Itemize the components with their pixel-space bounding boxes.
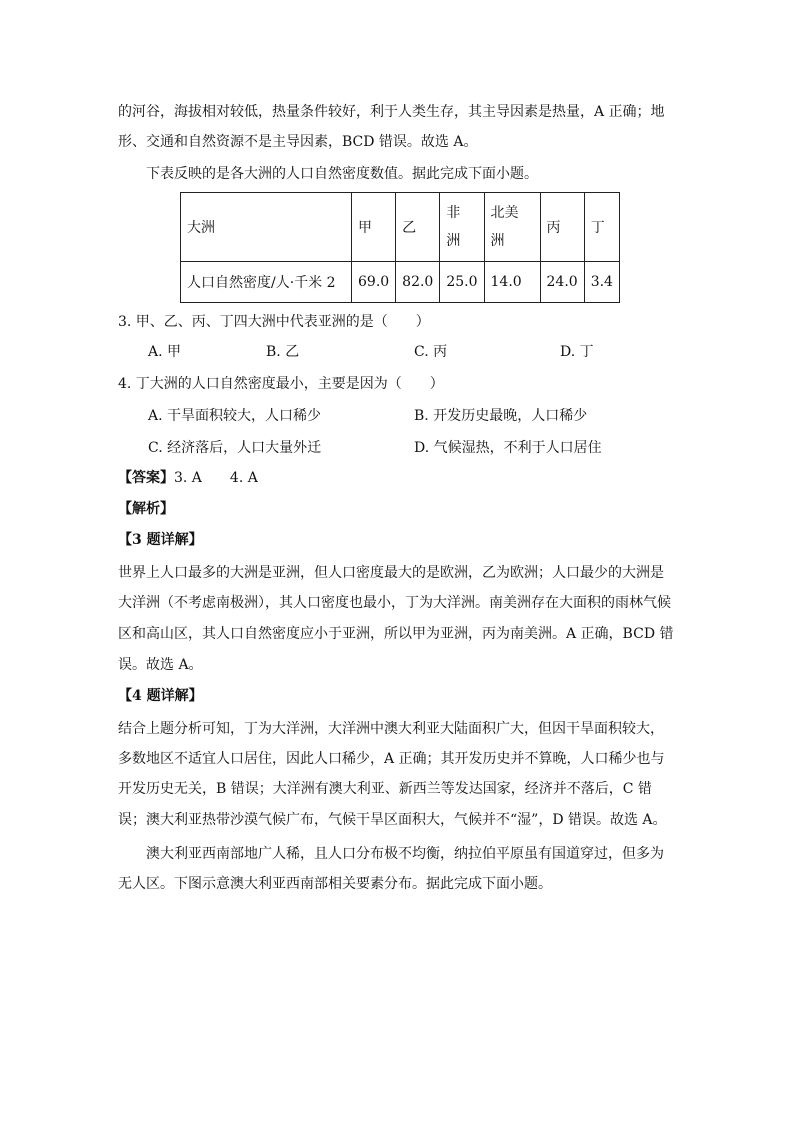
table-cell-line: 非: [446, 205, 461, 221]
paragraph-line: 结合上题分析可知，丁为大洋洲，大洋洲中澳大利亚大陆面积广大，但因干旱面积较大，: [118, 721, 664, 737]
paragraph-line: 的河谷，海拔相对较低，热量条件较好，利于人类生存，其主导因素是热量，A 正确；地: [118, 104, 665, 120]
q4-option-c: C. 经济落后，人口大量外迁: [148, 440, 322, 456]
table-cell: 甲: [352, 193, 396, 262]
q3-option-b: B. 乙: [266, 344, 300, 360]
table-cell: 大洲: [181, 193, 352, 262]
q3-option-d: D. 丁: [560, 344, 594, 360]
q4-option-b: B. 开发历史最晚，人口稀少: [414, 408, 588, 424]
table-cell: 14.0: [484, 262, 540, 303]
paragraph-line: 无人区。下图示意澳大利亚西南部相关要素分布。据此完成下面小题。: [118, 876, 552, 892]
paragraph-line: 形、交通和自然资源不是主导因素，BCD 错误。故选 A。: [118, 134, 478, 150]
table-header-row: [181, 193, 620, 262]
table-cell: 25.0: [440, 262, 484, 303]
table-cell: 24.0: [540, 262, 584, 303]
q4-detail-heading: 【4 题详解】: [118, 688, 203, 704]
density-table: [180, 192, 620, 303]
table-cell: [440, 193, 484, 262]
question-4: 4. 丁大洲的人口自然密度最小，主要是因为（ ）: [118, 376, 444, 392]
table-cell: 69.0: [352, 262, 396, 303]
paragraph-line: 区和高山区，其人口自然密度应小于亚洲，所以甲为亚洲，丙为南美洲。A 正确，BCD 错: [118, 626, 674, 642]
answer-value: 3. A 4. A: [174, 470, 258, 486]
table-cell: 3.4: [584, 262, 619, 303]
table-cell-line: 北美: [490, 205, 519, 221]
paragraph-line: 世界上人口最多的大洲是亚洲，但人口密度最大的是欧洲，乙为欧洲；人口最少的大洲是: [118, 565, 664, 581]
table-cell-line: 洲: [490, 233, 505, 249]
table-cell: 丁: [584, 193, 619, 262]
q4-option-d: D. 气候湿热，不利于人口居住: [414, 440, 602, 456]
table-cell: [484, 193, 540, 262]
q3-option-c: C. 丙: [414, 344, 448, 360]
answer-label: 【答案】: [118, 470, 174, 486]
answer-line: [118, 468, 258, 488]
table-row: [181, 262, 620, 303]
table-cell: 丙: [540, 193, 584, 262]
table-cell: 人口自然密度/人·千米 2: [181, 262, 352, 303]
intro-line: 下表反映的是各大洲的人口自然密度数值。据此完成下面小题。: [146, 166, 538, 182]
paragraph-line: 误。故选 A。: [118, 657, 203, 673]
paragraph-line: 澳大利亚西南部地广人稀，且人口分布极不均衡，纳拉伯平原虽有国道穿过，但多为: [146, 846, 664, 862]
q3-option-a: A. 甲: [148, 344, 182, 360]
analysis-heading: 【解析】: [118, 501, 174, 517]
table-cell: 乙: [396, 193, 440, 262]
q4-option-a: A. 干旱面积较大，人口稀少: [148, 408, 322, 424]
q3-detail-heading: 【3 题详解】: [118, 532, 203, 548]
paragraph-line: 开发历史无关，B 错误；大洋洲有澳大利亚、新西兰等发达国家，经济并不落后，C 错: [118, 781, 652, 797]
table-cell: 82.0: [396, 262, 440, 303]
paragraph-line: 大洋洲（不考虑南极洲），其人口密度也最小，丁为大洋洲。南美洲存在大面积的雨林气候: [118, 595, 671, 611]
table-cell-line: 洲: [446, 233, 461, 249]
question-3: 3. 甲、乙、丙、丁四大洲中代表亚洲的是（ ）: [118, 314, 430, 330]
paragraph-line: 误；澳大利亚热带沙漠气候广布，气候干旱区面积大，气候并不“湿”，D 错误。故选 A。: [118, 812, 667, 828]
paragraph-line: 多数地区不适宜人口居住，因此人口稀少，A 正确；其开发历史并不算晚，人口稀少也与: [118, 751, 665, 767]
